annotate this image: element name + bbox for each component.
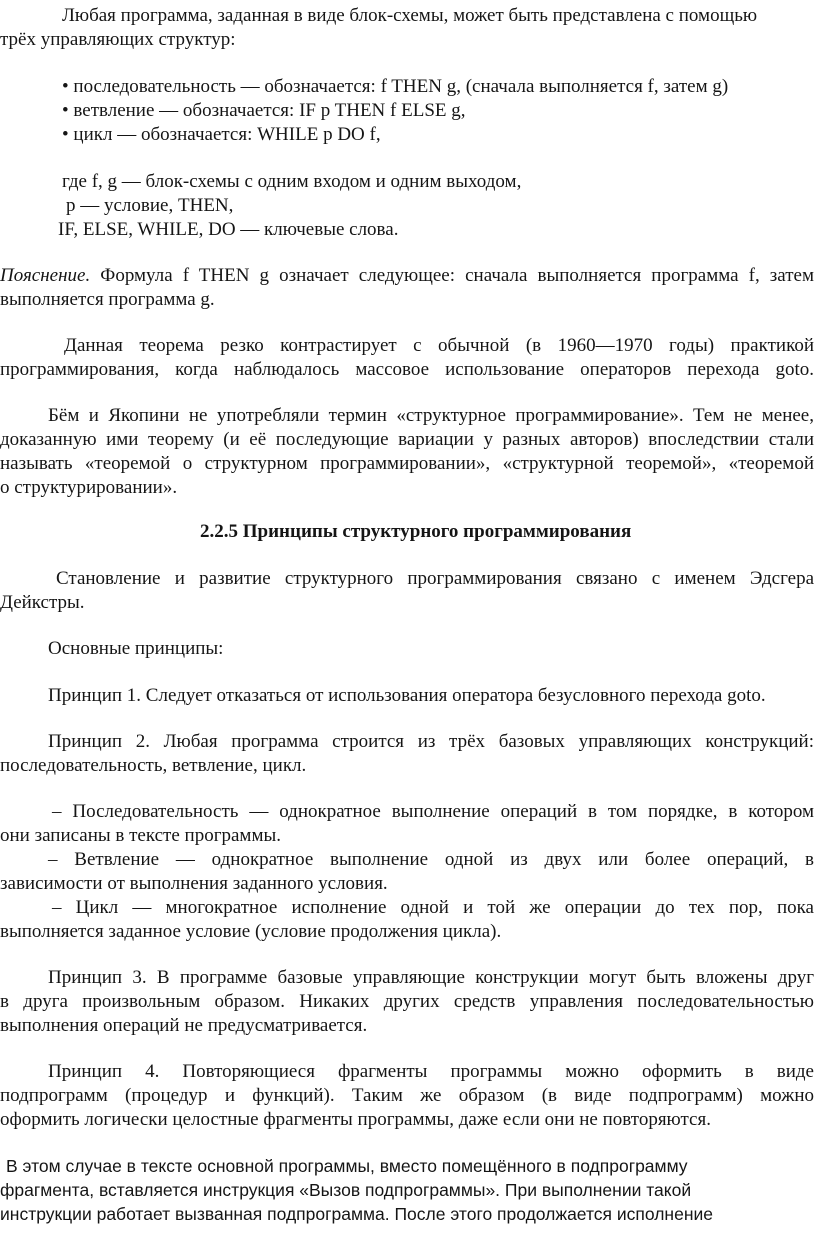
explanation-label: Пояснение. (0, 265, 91, 286)
principle-4-line: подпрограмм (процедур и функций). Таким же образом (в виде подпрограмм) можно (0, 1085, 814, 1106)
explanation-text: Формула f THEN g означает следующее: сначала выполняется программа f, затем (90, 265, 814, 286)
construct-line: зависимости от выполнения заданного условия. (0, 873, 388, 894)
where-line: р — условие, THEN, (66, 195, 234, 216)
principle-3-line: выполнения операций не предусматривается. (0, 1015, 368, 1036)
where-line: IF, ELSE, WHILE, DO — ключевые слова. (58, 219, 399, 240)
construct-line: они записаны в тексте программы. (0, 825, 281, 846)
structure-item: • последовательность — обозначается: f THEN g, (сначала выполняется f, затем g) (62, 76, 729, 97)
construct-line: выполняется заданное условие (условие продолжения цикла). (0, 921, 502, 942)
principle-3-line: Принцип 3. В программе базовые управляющие конструкции могут быть вложены друг (48, 967, 814, 988)
bohm-line: о структурировании». (0, 477, 178, 498)
explanation-line: выполняется программа g. (0, 289, 215, 310)
bohm-line: Бём и Якопини не употребляли термин «структурное программирование». Тем не менее, (48, 405, 814, 426)
dijkstra-line: Дейкстры. (0, 592, 85, 613)
construct-line: – Цикл — многократное исполнение одной и той же операции до тех пор, пока (52, 897, 814, 918)
subroutine-line: фрагмента, вставляется инструкция «Вызов подпрограммы». При выполнении такой (0, 1180, 692, 1200)
contrast-line: Данная теорема резко контрастирует с обычной (в 1960—1970 годы) практикой (64, 335, 814, 356)
contrast-line: программирования, когда наблюдалось массовое использование операторов перехода goto. (0, 359, 814, 380)
subroutine-line: инструкции работает вызванная подпрограмма. После этого продолжается исполнение (0, 1204, 713, 1224)
principle-3-line: в друга произвольным образом. Никаких других средств управления последовательностью (0, 991, 814, 1012)
construct-line: – Последовательность — однократное выполнение операций в том порядке, в котором (52, 801, 814, 822)
explanation-line (0, 264, 814, 288)
principle-4-line: Принцип 4. Повторяющиеся фрагменты программы можно оформить в виде (48, 1061, 814, 1082)
subroutine-line: В этом случае в тексте основной программы, вместо помещённого в подпрограмму (6, 1156, 688, 1176)
principle-2-line: Принцип 2. Любая программа строится из трёх базовых управляющих конструкций: (48, 731, 814, 752)
dijkstra-line: Становление и развитие структурного программирования связано с именем Эдсгера (56, 568, 814, 589)
where-line: где f, g — блок-схемы с одним входом и одним выходом, (62, 171, 522, 192)
bohm-line: доказанную ими теорему (и её последующие вариации у разных авторов) впоследствии стали (0, 429, 814, 450)
bohm-line: называть «теоремой о структурном программировании», «структурной теоремой», «теоремой (0, 453, 814, 474)
intro-line: Любая программа, заданная в виде блок-схемы, может быть представлена с помощью (62, 5, 758, 26)
structure-item: • цикл — обозначается: WHILE p DO f, (62, 124, 381, 145)
principle-2-line: последовательность, ветвление, цикл. (0, 755, 307, 776)
section-heading: 2.2.5 Принципы структурного программирования (200, 521, 632, 542)
principle-1: Принцип 1. Следует отказаться от использования оператора безусловного перехода goto. (48, 685, 766, 706)
structure-item: • ветвление — обозначается: IF p THEN f ELSE g, (62, 100, 466, 121)
construct-line: – Ветвление — однократное выполнение одной из двух или более операций, в (48, 849, 814, 870)
principle-4-line: оформить логически целостные фрагменты программы, даже если они не повторяются. (0, 1109, 711, 1130)
principles-label: Основные принципы: (48, 638, 224, 659)
intro-line: трёх управляющих структур: (0, 29, 236, 50)
